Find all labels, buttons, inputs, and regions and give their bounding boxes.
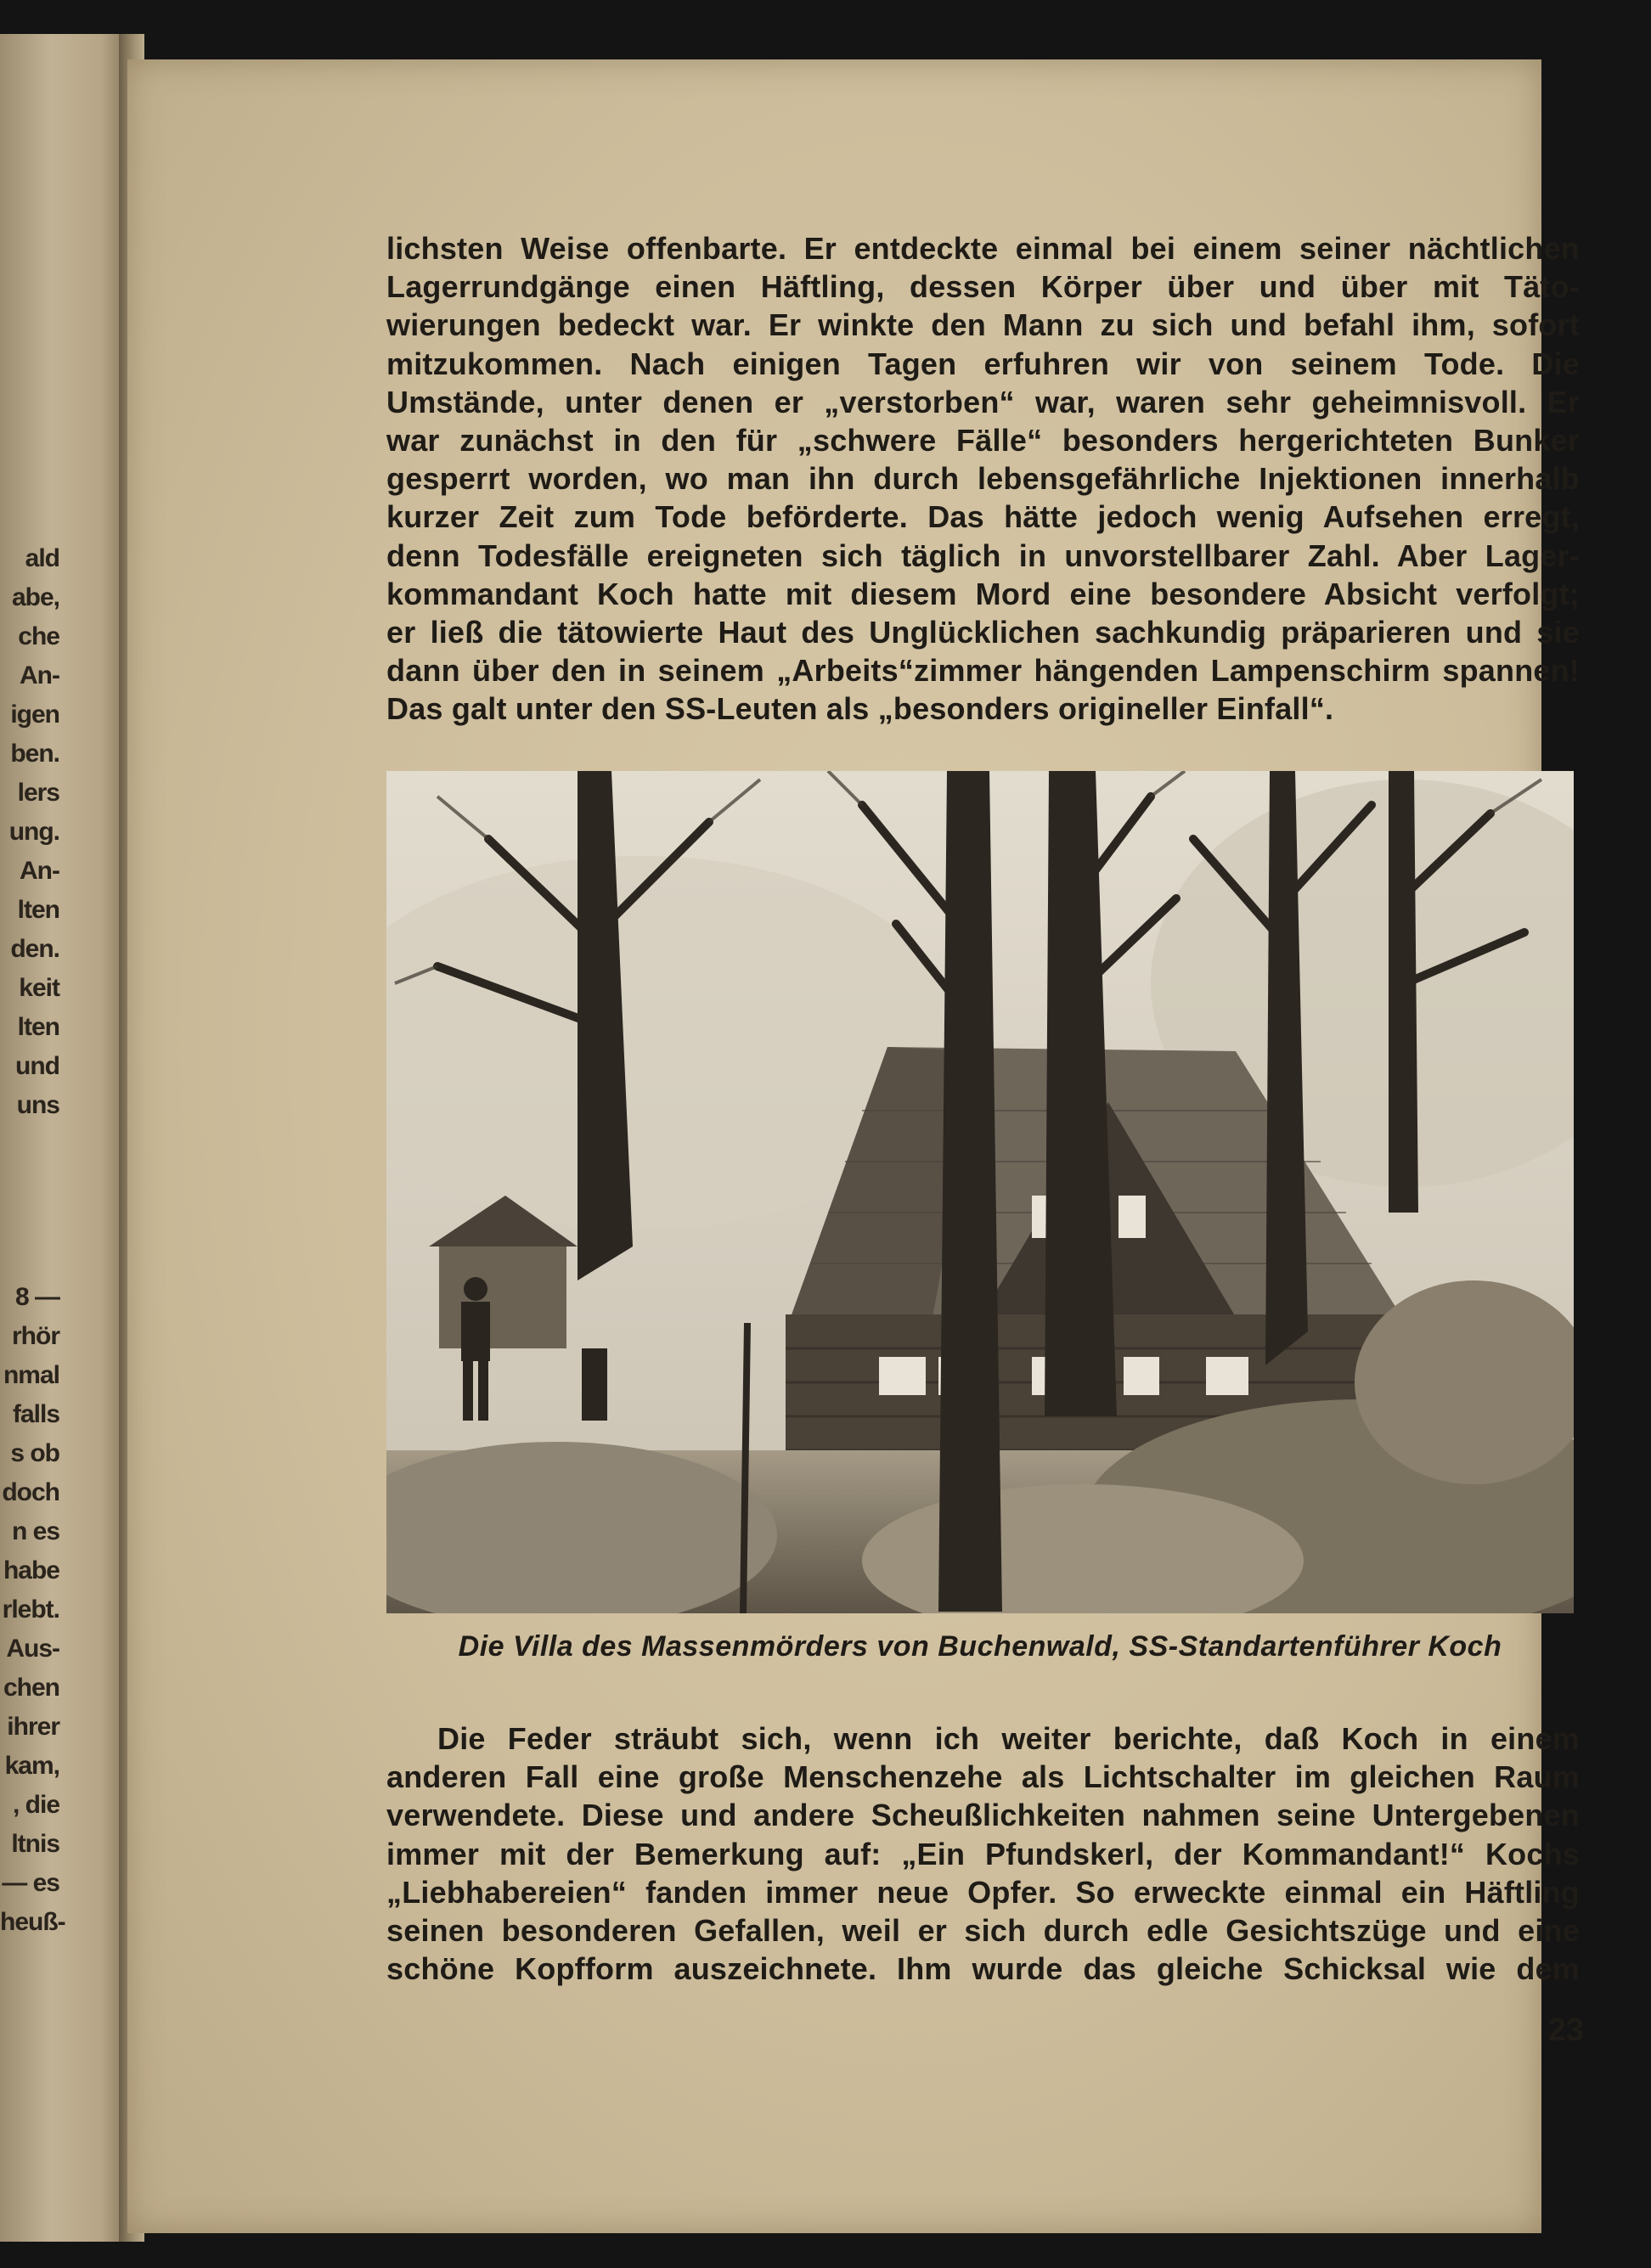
text-line: schöne Kopfform auszeichnete. Ihm wurde das gleiche Schicksal wie dem [386, 1951, 1580, 1987]
left-fragment-line: habe [3, 1556, 59, 1584]
left-fragment-line: ald [25, 544, 59, 572]
left-fragment-line: lten [17, 896, 59, 924]
text-line: er ließ die tätowierte Haut des Unglücklichen sachkundig präparieren und sie [386, 614, 1580, 650]
text-line: war zunächst in den für „schwere Fälle“ besonders hergerichteten Bunker [386, 422, 1580, 458]
villa-photo-illustration [386, 771, 1574, 1613]
left-fragment-line: n es [11, 1517, 59, 1545]
left-fragment-line: An- [20, 857, 59, 885]
left-fragment-line: , die [12, 1791, 59, 1819]
left-fragment-line: ung. [8, 818, 59, 846]
text-line: immer mit der Bemerkung auf: „Ein Pfundskerl, der Kommandant!“ Kochs [386, 1836, 1580, 1871]
left-fragment-line: kam, [4, 1752, 59, 1780]
left-fragment-line: nmal [3, 1361, 59, 1389]
left-page-fragments-top [0, 539, 59, 1125]
text-line: wierungen bedeckt war. Er winkte den Mann zu sich und befahl ihm, sofort [386, 307, 1580, 343]
left-fragment-line: chen [3, 1674, 59, 1702]
left-fragment-line: den. [10, 935, 59, 963]
text-line: verwendete. Diese und andere Scheußlichkeiten nahmen seine Untergebenen [386, 1798, 1580, 1833]
text-line: gesperrt worden, wo man ihn durch lebensgefährliche Injektionen innerhalb [386, 461, 1580, 497]
left-fragment-line: s ob [10, 1439, 59, 1467]
text-line: Das galt unter den SS-Leuten als „besonders origineller Einfall“. [386, 691, 1334, 727]
left-facing-page [0, 34, 127, 2242]
text-line: kurzer Zeit zum Tode beförderte. Das hätte jedoch wenig Aufsehen erregt, [386, 499, 1580, 535]
left-fragment-line: abe, [11, 583, 59, 611]
text-line: dann über den in seinem „Arbeits“zimmer hängenden Lampenschirm spannen! [386, 653, 1580, 689]
left-fragment-line: — es [2, 1869, 59, 1897]
text-line: „Liebhabereien“ fanden immer neue Opfer. So erweckte einmal ein Häftling [386, 1874, 1580, 1910]
book-page [127, 59, 1584, 2233]
text-line: kommandant Koch hatte mit diesem Mord eine besondere Absicht verfolgt; [386, 576, 1580, 611]
left-fragment-line: falls [12, 1400, 59, 1428]
left-fragment-line: doch [2, 1478, 59, 1506]
left-fragment-line: lers [17, 779, 59, 807]
left-fragment-line: lten [17, 1013, 59, 1041]
text-line: Umstände, unter denen er „verstorben“ war, waren sehr geheimnisvoll. Er [386, 384, 1580, 419]
left-fragment-line: ben. [10, 740, 59, 768]
paragraph-2 [386, 1719, 1580, 1988]
left-fragment-line: igen [10, 701, 59, 729]
left-fragment-line: ihrer [7, 1713, 59, 1741]
left-fragment-line: An- [20, 661, 59, 689]
paragraph-1 [386, 229, 1580, 728]
left-fragment-line: uns [16, 1091, 59, 1119]
text-line: anderen Fall eine große Menschenzehe als Lichtschalter im gleichen Raum [386, 1759, 1580, 1795]
left-fragment-line: und [15, 1052, 59, 1080]
left-fragment-line: 8 — [14, 1283, 59, 1311]
left-fragment-line: ltnis [11, 1830, 59, 1858]
text-line: Lagerrundgänge einen Häftling, dessen Körper über und über mit Täto- [386, 269, 1580, 305]
page-number: 23 [1547, 2012, 1584, 2048]
text-line: Die Feder sträubt sich, wenn ich weiter berichte, daß Koch in einem [437, 1721, 1580, 1756]
left-fragment-line: che [18, 622, 59, 650]
left-fragment-line: rlebt. [2, 1595, 59, 1624]
text-line: seinen besonderen Gefallen, weil er sich durch edle Gesichtszüge und eine [386, 1912, 1580, 1948]
text-line: denn Todesfälle ereigneten sich täglich in unvorstellbarer Zahl. Aber Lager- [386, 537, 1580, 573]
text-line: mitzukommen. Nach einigen Tagen erfuhren wir von seinem Tode. Die [386, 346, 1580, 381]
left-fragment-line: Aus- [6, 1635, 59, 1663]
left-fragment-line: heuß- [0, 1908, 65, 1936]
left-fragment-line: keit [19, 974, 59, 1002]
left-page-fragments-bottom [0, 1278, 65, 1942]
text-line: lichsten Weise offenbarte. Er entdeckte einmal bei einem seiner nächtlichen [386, 231, 1580, 266]
villa-photograph [386, 771, 1574, 1613]
left-fragment-line: rhör [12, 1322, 59, 1350]
photo-caption: Die Villa des Massenmörders von Buchenwald, SS-Standartenführer Koch [458, 1630, 1502, 1663]
